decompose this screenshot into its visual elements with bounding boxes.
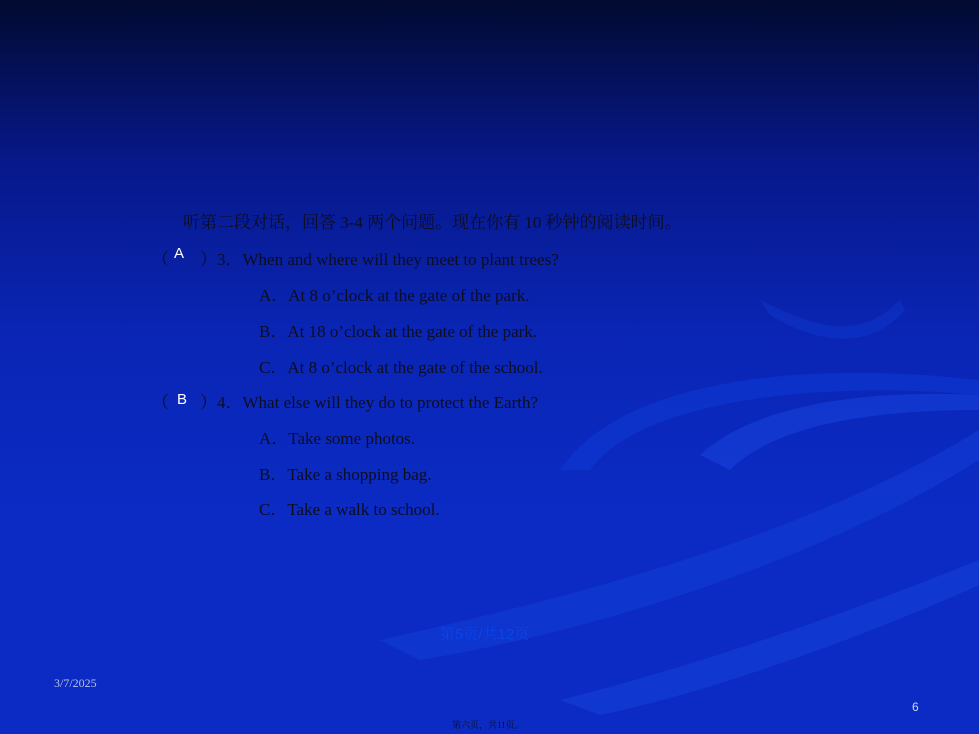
question-3-option-a: A．At 8 o’clock at the gate of the park. [259,286,530,305]
question-4-option-c: C．Take a walk to school. [259,500,440,519]
question-3-answer: A [174,245,185,262]
question-4-option-b: B．Take a shopping bag. [259,465,432,484]
question-3-option-b: B．At 18 o’clock at the gate of the park. [259,322,538,341]
question-3-open-paren: （ [152,250,169,269]
page-indicator: 第5页/共12页 [440,626,530,643]
question-4-stem: ）4．What else will they do to protect the Earth? [200,393,539,412]
question-3-option-c: C．At 8 o’clock at the gate of the school. [259,358,543,377]
page-count-note: 第六页，共11页。 [452,720,524,730]
slide-number: 6 [912,700,919,714]
question-4-answer: B [177,391,188,408]
question-3-stem: ）3．When and where will they meet to plant trees? [200,250,559,269]
slide-date: 3/7/2025 [54,676,97,690]
question-4-option-a: A．Take some photos. [259,429,416,448]
listening-instruction: 听第二段对话，回答 3-4 两个问题。现在你有 10 秒钟的阅读时间。 [183,213,682,232]
question-4-open-paren: （ [152,393,169,412]
